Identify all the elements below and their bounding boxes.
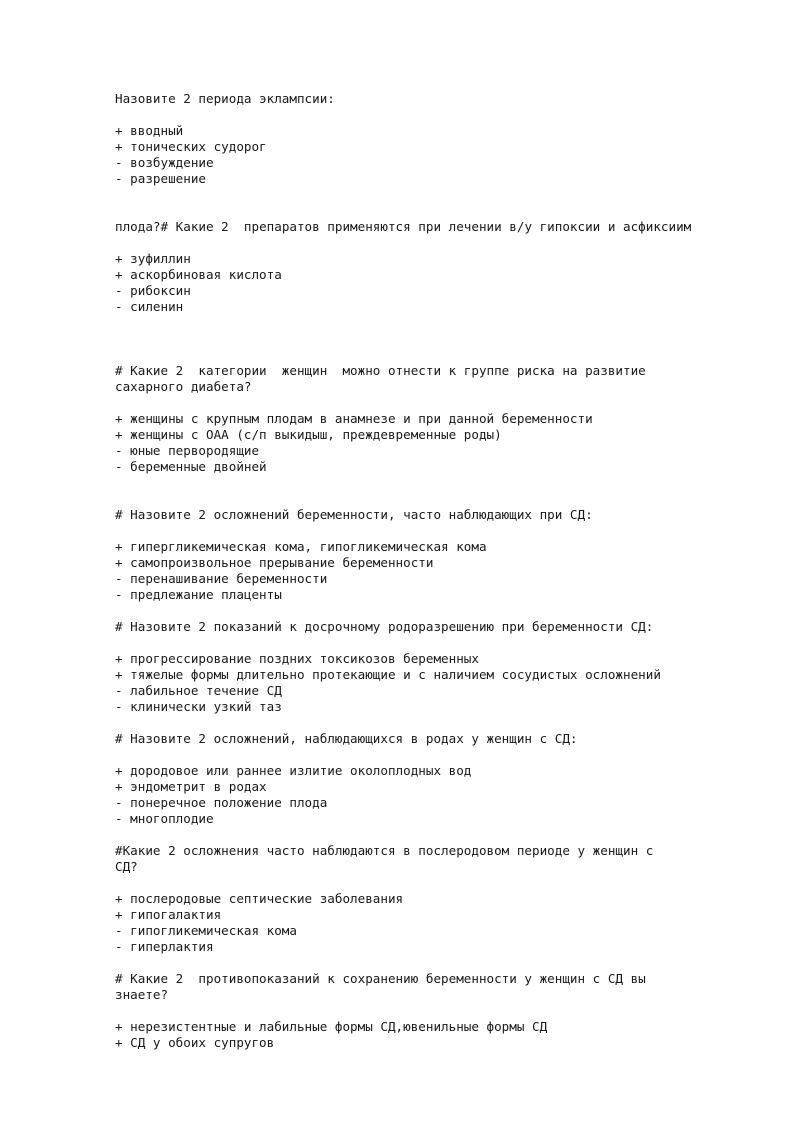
answer-option: + зуфиллин bbox=[115, 251, 191, 266]
answer-option: + гипергликемическая кома, гипогликемическая кома bbox=[115, 539, 487, 554]
answer-option: + эндометрит в родах bbox=[115, 779, 267, 794]
answer-option: + нерезистентные и лабильные формы СД,ювенильные формы СД bbox=[115, 1019, 548, 1034]
answer-option: + дородовое или раннее излитие околоплодных вод bbox=[115, 763, 472, 778]
question-text-continued: СД? bbox=[115, 859, 138, 874]
answer-option: - гиперлактия bbox=[115, 939, 214, 954]
answer-option: + тяжелые формы длительно протекающие и с наличием сосудистых осложнений bbox=[115, 667, 661, 682]
answer-option: - предлежание плаценты bbox=[115, 587, 282, 602]
answer-option: + женщины с ОАА (с/п выкидыш, преждевременные роды) bbox=[115, 427, 502, 442]
question-text: # Назовите 2 осложнений, наблюдающихся в родах у женщин с СД: bbox=[115, 731, 578, 746]
question-line-1: # Какие 2 препаратов применяются при лечении в/у гипоксии и асфиксиим bbox=[160, 219, 692, 234]
answer-option: + СД у обоих супругов bbox=[115, 1035, 275, 1050]
answer-option: + самопроизвольное прерывание беременности bbox=[115, 555, 434, 570]
question-text-continued: знаете? bbox=[115, 987, 169, 1002]
answer-option: - многоплодие bbox=[115, 811, 214, 826]
answer-option: - силенин bbox=[115, 299, 184, 314]
answer-option: - разрешение bbox=[115, 171, 206, 186]
question-text: # Какие 2 противопоказаний к сохранению беременности у женщин с СД вы bbox=[115, 971, 646, 986]
question-text: # Какие 2 категории женщин можно отнести к группе риска на развитие bbox=[115, 363, 646, 378]
question-text: #Какие 2 осложнения часто наблюдаются в послеродовом периоде у женщин с bbox=[115, 843, 654, 858]
answer-option: + тонических судорог bbox=[115, 139, 267, 154]
answer-option: - беременные двойней bbox=[115, 459, 267, 474]
document-content bbox=[115, 91, 775, 1051]
answer-option: - юные первородящие bbox=[115, 443, 260, 458]
question-text-continued: сахарного диабета? bbox=[115, 379, 252, 394]
answer-option: - гипогликемическая кома bbox=[115, 923, 297, 938]
answer-option: + прогрессирование поздних токсикозов беременных bbox=[115, 651, 479, 666]
answer-option: - клинически узкий таз bbox=[115, 699, 282, 714]
answer-option: - рибоксин bbox=[115, 283, 191, 298]
answer-option: - понеречное положение плода bbox=[115, 795, 328, 810]
question-text: # Назовите 2 показаний к досрочному родоразрешению при беременности СД: bbox=[115, 619, 654, 634]
answer-option: - возбуждение bbox=[115, 155, 214, 170]
answer-option: + аскорбиновая кислота bbox=[115, 267, 282, 282]
answer-option: - перенашивание беременности bbox=[115, 571, 328, 586]
question-text-continued: плода? bbox=[115, 219, 161, 234]
answer-option: + гипогалактия bbox=[115, 907, 222, 922]
answer-option: + женщины с крупным плодам в анамнезе и при данной беременности bbox=[115, 411, 593, 426]
answer-option: + послеродовые септические заболевания bbox=[115, 891, 404, 906]
question-text: # Назовите 2 осложнений беременности, часто наблюдающих при СД: bbox=[115, 507, 593, 522]
answer-option: + вводный bbox=[115, 123, 184, 138]
answer-option: - лабильное течение СД bbox=[115, 683, 282, 698]
question-text: Назовите 2 периода эклампсии: bbox=[115, 91, 335, 106]
